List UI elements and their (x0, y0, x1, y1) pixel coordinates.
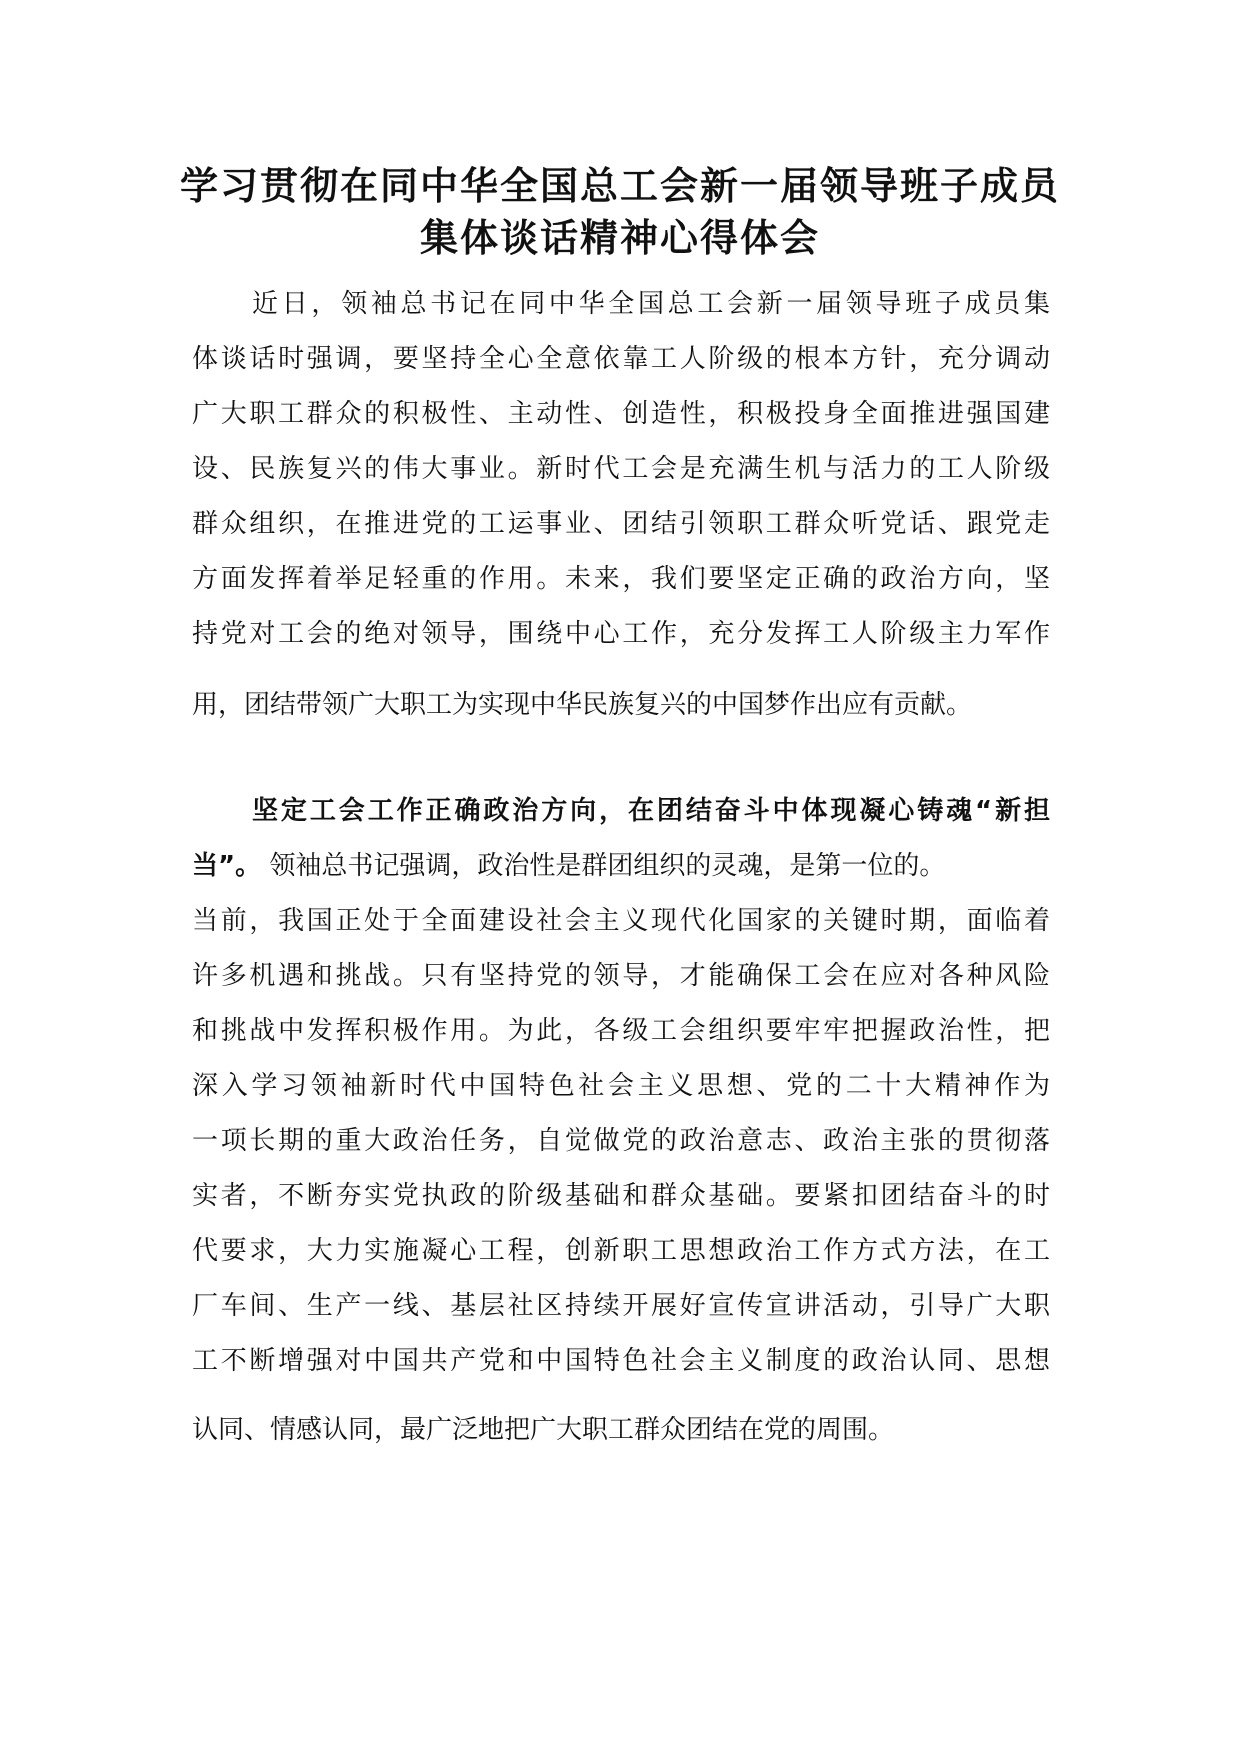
paragraph-2-line-text: 领袖总书记强调，政治性是群团组织的灵魂，是第一位的。 (261, 851, 946, 881)
paragraph-1-line: 群众组织，在推进党的工运事业、团结引领职工群众听党话、跟党走 (192, 509, 1050, 539)
paragraph-2-line: 和挑战中发挥积极作用。为此，各级工会组织要牢牢把握政治性，把 (192, 1016, 1050, 1046)
paragraph-2-line: 认同、情感认同，最广泛地把广大职工群众团结在党的周围。 (192, 1415, 895, 1445)
paragraph-2-line (192, 848, 1050, 884)
paragraph-2-line: 一项长期的重大政治任务，自觉做党的政治意志、政治主张的贯彻落 (192, 1126, 1050, 1156)
paragraph-1-line: 设、民族复兴的伟大事业。新时代工会是充满生机与活力的工人阶级 (192, 454, 1050, 484)
paragraph-2-heading: 坚定工会工作正确政治方向，在团结奋斗中体现凝心铸魂“新担 (252, 796, 1050, 826)
paragraph-2-line: 当前，我国正处于全面建设社会主义现代化国家的关键时期，面临着 (192, 906, 1050, 936)
paragraph-2-line: 深入学习领袖新时代中国特色社会主义思想、党的二十大精神作为 (192, 1071, 1050, 1101)
document-title-line-1: 学习贯彻在同中华全国总工会新一届领导班子成员 (179, 164, 1060, 208)
paragraph-1-line: 方面发挥着举足轻重的作用。未来，我们要坚定正确的政治方向，坚 (192, 564, 1050, 594)
paragraph-1-line: 广大职工群众的积极性、主动性、创造性，积极投身全面推进强国建 (192, 399, 1050, 429)
paragraph-2-line: 许多机遇和挑战。只有坚持党的领导，才能确保工会在应对各种风险 (192, 961, 1050, 991)
document-title-line-2: 集体谈话精神心得体会 (419, 216, 820, 260)
paragraph-1-line: 持党对工会的绝对领导，围绕中心工作，充分发挥工人阶级主力军作 (192, 619, 1050, 649)
paragraph-2-line: 厂车间、生产一线、基层社区持续开展好宣传宣讲活动，引导广大职 (192, 1291, 1050, 1321)
paragraph-2-line: 代要求，大力实施凝心工程，创新职工思想政治工作方式方法，在工 (192, 1236, 1050, 1266)
paragraph-1-line: 体谈话时强调，要坚持全心全意依靠工人阶级的根本方针，充分调动 (192, 344, 1050, 374)
paragraph-2-line: 实者，不断夯实党执政的阶级基础和群众基础。要紧扣团结奋斗的时 (192, 1181, 1050, 1211)
paragraph-2-line: 工不断增强对中国共产党和中国特色社会主义制度的政治认同、思想 (192, 1346, 1050, 1376)
paragraph-2-heading-end: 当”。 (192, 851, 262, 881)
paragraph-1-line: 近日，领袖总书记在同中华全国总工会新一届领导班子成员集 (252, 289, 1050, 319)
paragraph-1-line: 用，团结带领广大职工为实现中华民族复兴的中国梦作出应有贡献。 (192, 690, 973, 720)
